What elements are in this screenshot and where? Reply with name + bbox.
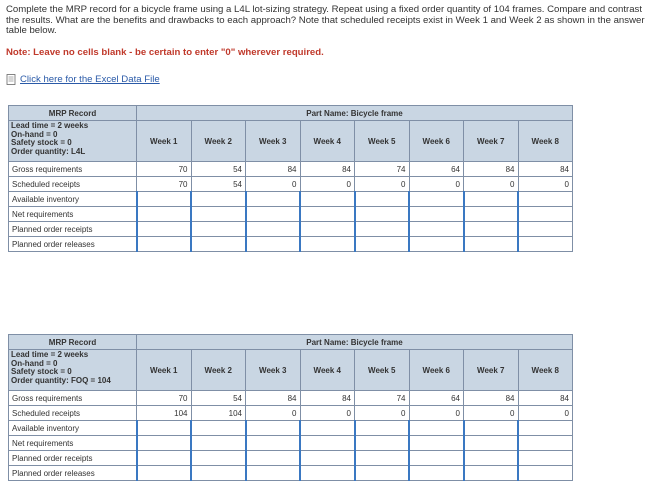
value-cell: 0 — [355, 406, 410, 421]
value-cell: 54 — [191, 177, 246, 192]
row-label: Planned order releases — [9, 466, 137, 481]
week-header: Week 4 — [300, 121, 355, 162]
answer-input-cell[interactable] — [355, 421, 410, 436]
answer-input-cell[interactable] — [246, 451, 301, 466]
row-net-requirements — [9, 436, 573, 451]
answer-input-cell[interactable] — [246, 222, 301, 237]
row-label: Gross requirements — [9, 391, 137, 406]
answer-input-cell[interactable] — [300, 421, 355, 436]
week-header: Week 6 — [409, 121, 464, 162]
param-safety-stock: Safety stock = 0 — [11, 367, 72, 377]
value-cell: 84 — [246, 391, 301, 406]
excel-link-label: Click here for the Excel Data File — [20, 74, 160, 85]
value-cell: 104 — [137, 406, 192, 421]
value-cell: 0 — [409, 177, 464, 192]
answer-input-cell[interactable] — [191, 192, 246, 207]
week-header: Week 1 — [137, 121, 192, 162]
answer-input-cell[interactable] — [137, 222, 192, 237]
row-label: Planned order releases — [9, 237, 137, 252]
answer-input-cell[interactable] — [300, 207, 355, 222]
value-cell: 0 — [409, 406, 464, 421]
answer-input-cell[interactable] — [300, 436, 355, 451]
value-cell: 64 — [409, 391, 464, 406]
answer-input-cell[interactable] — [300, 222, 355, 237]
answer-input-cell[interactable] — [464, 466, 519, 481]
answer-input-cell[interactable] — [409, 192, 464, 207]
param-order-quantity: Order quantity: FOQ = 104 — [11, 375, 111, 385]
part-name: Part Name: Bicycle frame — [137, 106, 573, 121]
value-cell: 84 — [518, 162, 573, 177]
value-cell: 0 — [518, 177, 573, 192]
week-header: Week 1 — [137, 350, 192, 391]
answer-input-cell[interactable] — [246, 421, 301, 436]
answer-input-cell[interactable] — [355, 436, 410, 451]
param-lead-time: Lead time = 2 weeks — [11, 350, 89, 359]
value-cell: 0 — [246, 406, 301, 421]
answer-input-cell[interactable] — [191, 451, 246, 466]
row-planned-order-receipts — [9, 451, 573, 466]
answer-input-cell[interactable] — [409, 222, 464, 237]
row-label: Planned order receipts — [9, 451, 137, 466]
instructions-text: Complete the MRP record for a bicycle frame using a L4L lot-sizing strategy. Repeat using a fixed order quantity of 104 frames. Compare and contrast the results. What are the benefits and drawbacks to each approach? Note that scheduled receipts exist in Week 1 and Week 2 as shown in the answer table below. — [6, 4, 645, 37]
row-scheduled-receipts — [9, 177, 573, 192]
answer-input-cell[interactable] — [137, 207, 192, 222]
answer-input-cell[interactable] — [355, 207, 410, 222]
answer-input-cell[interactable] — [191, 222, 246, 237]
answer-input-cell[interactable] — [191, 207, 246, 222]
mrp-record-title: MRP Record — [9, 106, 137, 121]
answer-input-cell[interactable] — [137, 436, 192, 451]
value-cell: 0 — [300, 406, 355, 421]
answer-input-cell[interactable] — [246, 237, 301, 252]
answer-input-cell[interactable] — [464, 237, 519, 252]
answer-input-cell[interactable] — [355, 466, 410, 481]
answer-input-cell[interactable] — [191, 421, 246, 436]
value-cell: 0 — [246, 177, 301, 192]
row-label: Available inventory — [9, 192, 137, 207]
param-safety-stock: Safety stock = 0 — [11, 138, 72, 148]
mrp-parameters — [9, 350, 137, 391]
week-header: Week 3 — [246, 350, 301, 391]
answer-input-cell[interactable] — [300, 237, 355, 252]
value-cell: 64 — [409, 162, 464, 177]
week-header: Week 7 — [464, 350, 519, 391]
value-cell: 84 — [464, 391, 519, 406]
value-cell: 70 — [137, 177, 192, 192]
value-cell: 84 — [300, 391, 355, 406]
answer-input-cell[interactable] — [191, 237, 246, 252]
answer-input-cell[interactable] — [355, 237, 410, 252]
document-icon — [6, 74, 17, 85]
mrp-parameters — [9, 121, 137, 162]
mrp-table-l4l — [8, 105, 573, 252]
week-header: Week 6 — [409, 350, 464, 391]
answer-input-cell[interactable] — [464, 436, 519, 451]
answer-input-cell[interactable] — [137, 237, 192, 252]
answer-input-cell[interactable] — [355, 222, 410, 237]
week-header: Week 3 — [246, 121, 301, 162]
value-cell: 70 — [137, 391, 192, 406]
answer-input-cell[interactable] — [409, 466, 464, 481]
row-available-inventory — [9, 421, 573, 436]
param-order-quantity: Order quantity: L4L — [11, 146, 86, 156]
row-net-requirements — [9, 207, 573, 222]
answer-input-cell[interactable] — [518, 192, 573, 207]
excel-data-link[interactable] — [6, 74, 160, 85]
row-label: Net requirements — [9, 207, 137, 222]
param-on-hand: On-hand = 0 — [11, 358, 58, 368]
answer-input-cell[interactable] — [137, 421, 192, 436]
answer-input-cell[interactable] — [464, 192, 519, 207]
answer-input-cell[interactable] — [246, 466, 301, 481]
param-lead-time: Lead time = 2 weeks — [11, 121, 89, 130]
value-cell: 74 — [355, 162, 410, 177]
answer-input-cell[interactable] — [355, 451, 410, 466]
value-cell: 70 — [137, 162, 192, 177]
week-header: Week 5 — [355, 350, 410, 391]
row-label: Scheduled receipts — [9, 406, 137, 421]
value-cell: 0 — [464, 177, 519, 192]
week-header: Week 7 — [464, 121, 519, 162]
answer-input-cell[interactable] — [518, 451, 573, 466]
answer-input-cell[interactable] — [464, 421, 519, 436]
week-header: Week 5 — [355, 121, 410, 162]
answer-input-cell[interactable] — [518, 222, 573, 237]
row-label: Planned order receipts — [9, 222, 137, 237]
row-gross-requirements — [9, 391, 573, 406]
row-planned-order-releases — [9, 237, 573, 252]
answer-input-cell[interactable] — [409, 451, 464, 466]
note-text: Note: Leave no cells blank - be certain to enter "0" wherever required. — [6, 47, 324, 58]
mrp-table-foq — [8, 334, 573, 481]
answer-input-cell[interactable] — [518, 436, 573, 451]
answer-input-cell[interactable] — [518, 421, 573, 436]
answer-input-cell[interactable] — [409, 436, 464, 451]
row-available-inventory — [9, 192, 573, 207]
value-cell: 54 — [191, 391, 246, 406]
value-cell: 0 — [518, 406, 573, 421]
value-cell: 84 — [518, 391, 573, 406]
week-header: Week 8 — [518, 350, 573, 391]
answer-input-cell[interactable] — [464, 222, 519, 237]
answer-input-cell[interactable] — [409, 421, 464, 436]
answer-input-cell[interactable] — [464, 207, 519, 222]
value-cell: 0 — [464, 406, 519, 421]
row-label: Available inventory — [9, 421, 137, 436]
row-label: Scheduled receipts — [9, 177, 137, 192]
row-label: Gross requirements — [9, 162, 137, 177]
answer-input-cell[interactable] — [137, 192, 192, 207]
row-planned-order-releases — [9, 466, 573, 481]
answer-input-cell[interactable] — [409, 237, 464, 252]
value-cell: 74 — [355, 391, 410, 406]
param-on-hand: On-hand = 0 — [11, 129, 58, 139]
value-cell: 0 — [300, 177, 355, 192]
value-cell: 84 — [464, 162, 519, 177]
answer-input-cell[interactable] — [137, 466, 192, 481]
value-cell: 84 — [300, 162, 355, 177]
row-planned-order-receipts — [9, 222, 573, 237]
answer-input-cell[interactable] — [518, 466, 573, 481]
answer-input-cell[interactable] — [246, 207, 301, 222]
row-gross-requirements — [9, 162, 573, 177]
value-cell: 84 — [246, 162, 301, 177]
answer-input-cell[interactable] — [355, 192, 410, 207]
week-header: Week 2 — [191, 121, 246, 162]
answer-input-cell[interactable] — [518, 237, 573, 252]
week-header: Week 4 — [300, 350, 355, 391]
answer-input-cell[interactable] — [464, 451, 519, 466]
week-header: Week 8 — [518, 121, 573, 162]
answer-input-cell[interactable] — [191, 436, 246, 451]
value-cell: 0 — [355, 177, 410, 192]
answer-input-cell[interactable] — [300, 451, 355, 466]
answer-input-cell[interactable] — [191, 466, 246, 481]
value-cell: 54 — [191, 162, 246, 177]
row-label: Net requirements — [9, 436, 137, 451]
answer-input-cell[interactable] — [300, 466, 355, 481]
week-header: Week 2 — [191, 350, 246, 391]
answer-input-cell[interactable] — [409, 207, 464, 222]
answer-input-cell[interactable] — [137, 451, 192, 466]
answer-input-cell[interactable] — [246, 192, 301, 207]
row-scheduled-receipts — [9, 406, 573, 421]
part-name: Part Name: Bicycle frame — [137, 335, 573, 350]
answer-input-cell[interactable] — [246, 436, 301, 451]
mrp-record-title: MRP Record — [9, 335, 137, 350]
value-cell: 104 — [191, 406, 246, 421]
answer-input-cell[interactable] — [300, 192, 355, 207]
answer-input-cell[interactable] — [518, 207, 573, 222]
